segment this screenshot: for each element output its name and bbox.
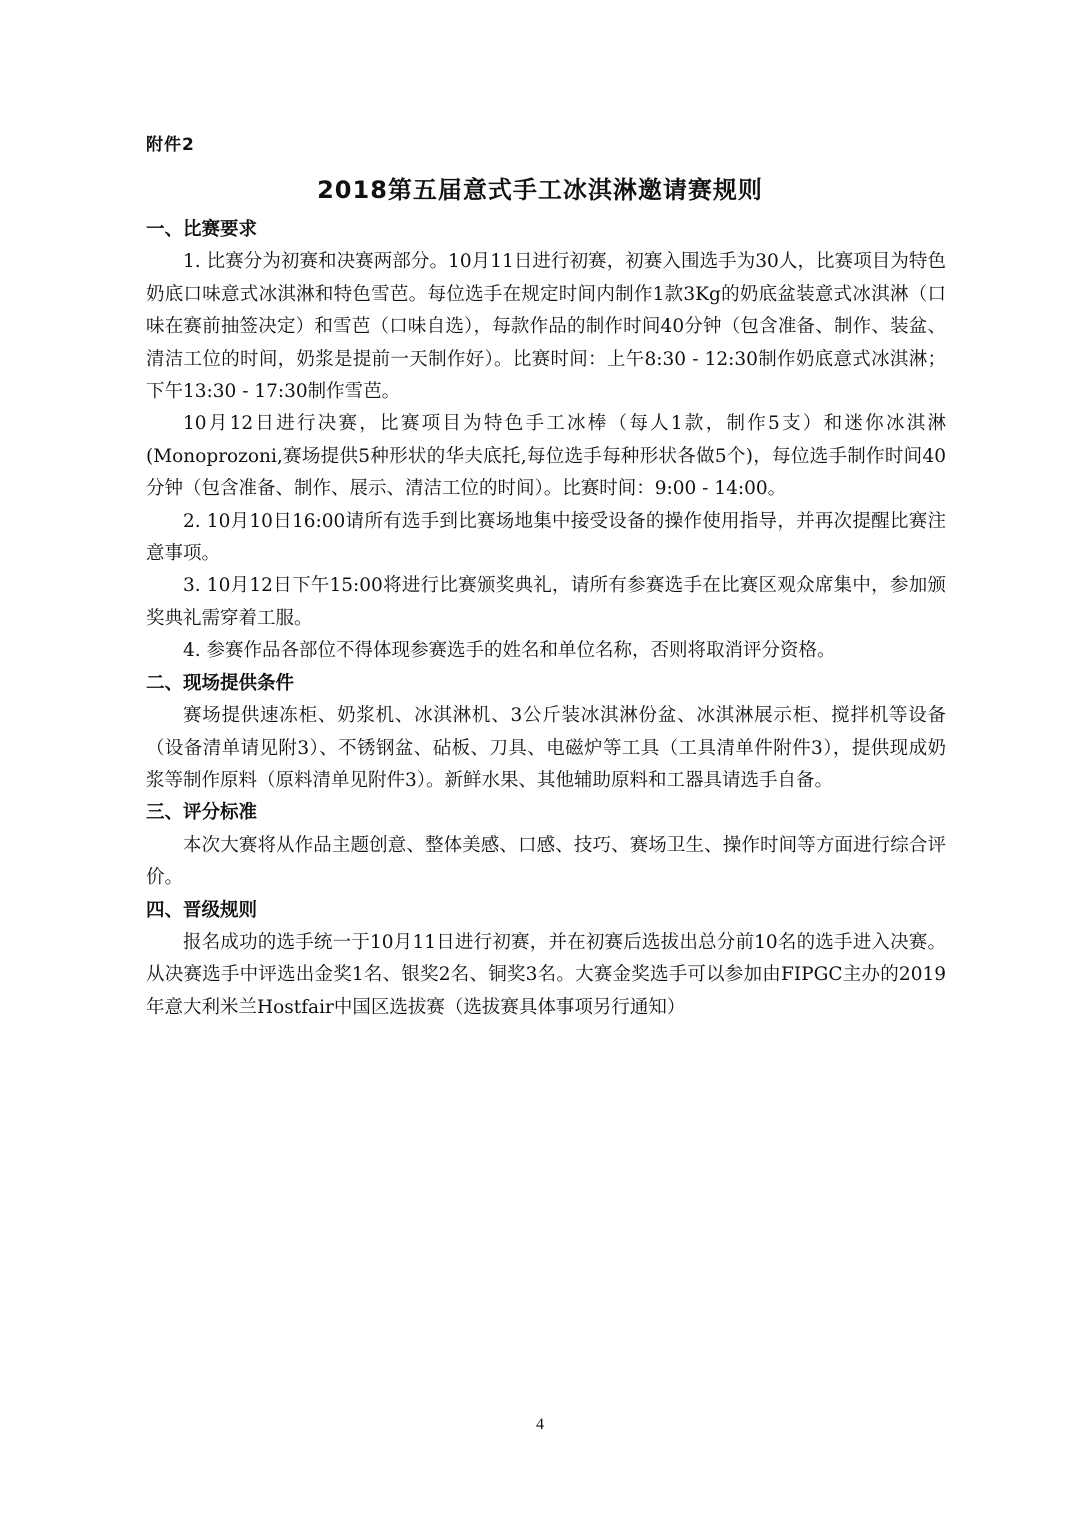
section-heading: 四、晋级规则	[146, 899, 258, 921]
section-scoring	[146, 797, 946, 894]
document-title: 2018第五届意式手工冰淇淋邀请赛规则	[317, 176, 763, 204]
paragraph: 1. 比赛分为初赛和决赛两部分。10月11日进行初赛，初赛入围选手为30人，比赛项目为特色奶底口味意式冰淇淋和特色雪芭。每位选手在规定时间内制作1款3Kg的奶底盆装意式冰淇淋（口味在赛前抽签决定）和雪芭（口味自选），每款作品的制作时间40分钟（包含准备、制作、装盆、清洁工位的时间，奶浆是提前一天制作好）。比赛时间：上午8:30 - 12:30制作奶底意式冰淇淋；下午13:30 - 17:30制作雪芭。	[146, 251, 946, 403]
section-onsite-conditions	[146, 668, 946, 798]
paragraph: 4. 参赛作品各部位不得体现参赛选手的姓名和单位名称，否则将取消评分资格。	[183, 640, 836, 662]
section-heading: 二、现场提供条件	[146, 672, 295, 694]
paragraph: 10月12日进行决赛，比赛项目为特色手工冰棒（每人1款，制作5支）和迷你冰淇淋(Monoprozoni,赛场提供5种形状的华夫底托,每位选手每种形状各做5个)，每位选手制作时间40分钟（包含准备、制作、展示、清洁工位的时间）。比赛时间：9:00 - 14:00。	[146, 413, 946, 500]
attachment-label: 附件2	[146, 135, 195, 155]
paragraph: 本次大赛将从作品主题创意、整体美感、口感、技巧、赛场卫生、操作时间等方面进行综合评价。	[146, 834, 946, 889]
section-advancement	[146, 895, 946, 1025]
paragraph: 赛场提供速冻柜、奶浆机、冰淇淋机、3公斤装冰淇淋份盆、冰淇淋展示柜、搅拌机等设备（设备清单请见附3）、不锈钢盆、砧板、刀具、电磁炉等工具（工具清单件附件3），提供现成奶浆等制作原料（原料清单见附件3）。新鲜水果、其他辅助原料和工器具请选手自备。	[146, 705, 946, 791]
paragraph: 3. 10月12日下午15:00将进行比赛颁奖典礼，请所有参赛选手在比赛区观众席集中，参加颁奖典礼需穿着工服。	[146, 575, 946, 629]
section-heading: 三、评分标准	[146, 802, 258, 824]
section-requirements	[146, 214, 946, 668]
section-heading: 一、比赛要求	[146, 219, 258, 240]
page-number: 4	[536, 1416, 544, 1433]
paragraph: 报名成功的选手统一于10月11日进行初赛，并在初赛后选拔出总分前10名的选手进入决赛。从决赛选手中评选出金奖1名、银奖2名、铜奖3名。大赛金奖选手可以参加由FIPGC主办的2019年意大利米兰Hostfair中国区选拔赛（选拔赛具体事项另行通知）	[146, 931, 946, 1018]
document-body	[146, 214, 946, 1024]
paragraph: 2. 10月10日16:00请所有选手到比赛场地集中接受设备的操作使用指导，并再次提醒比赛注意事项。	[146, 510, 946, 565]
